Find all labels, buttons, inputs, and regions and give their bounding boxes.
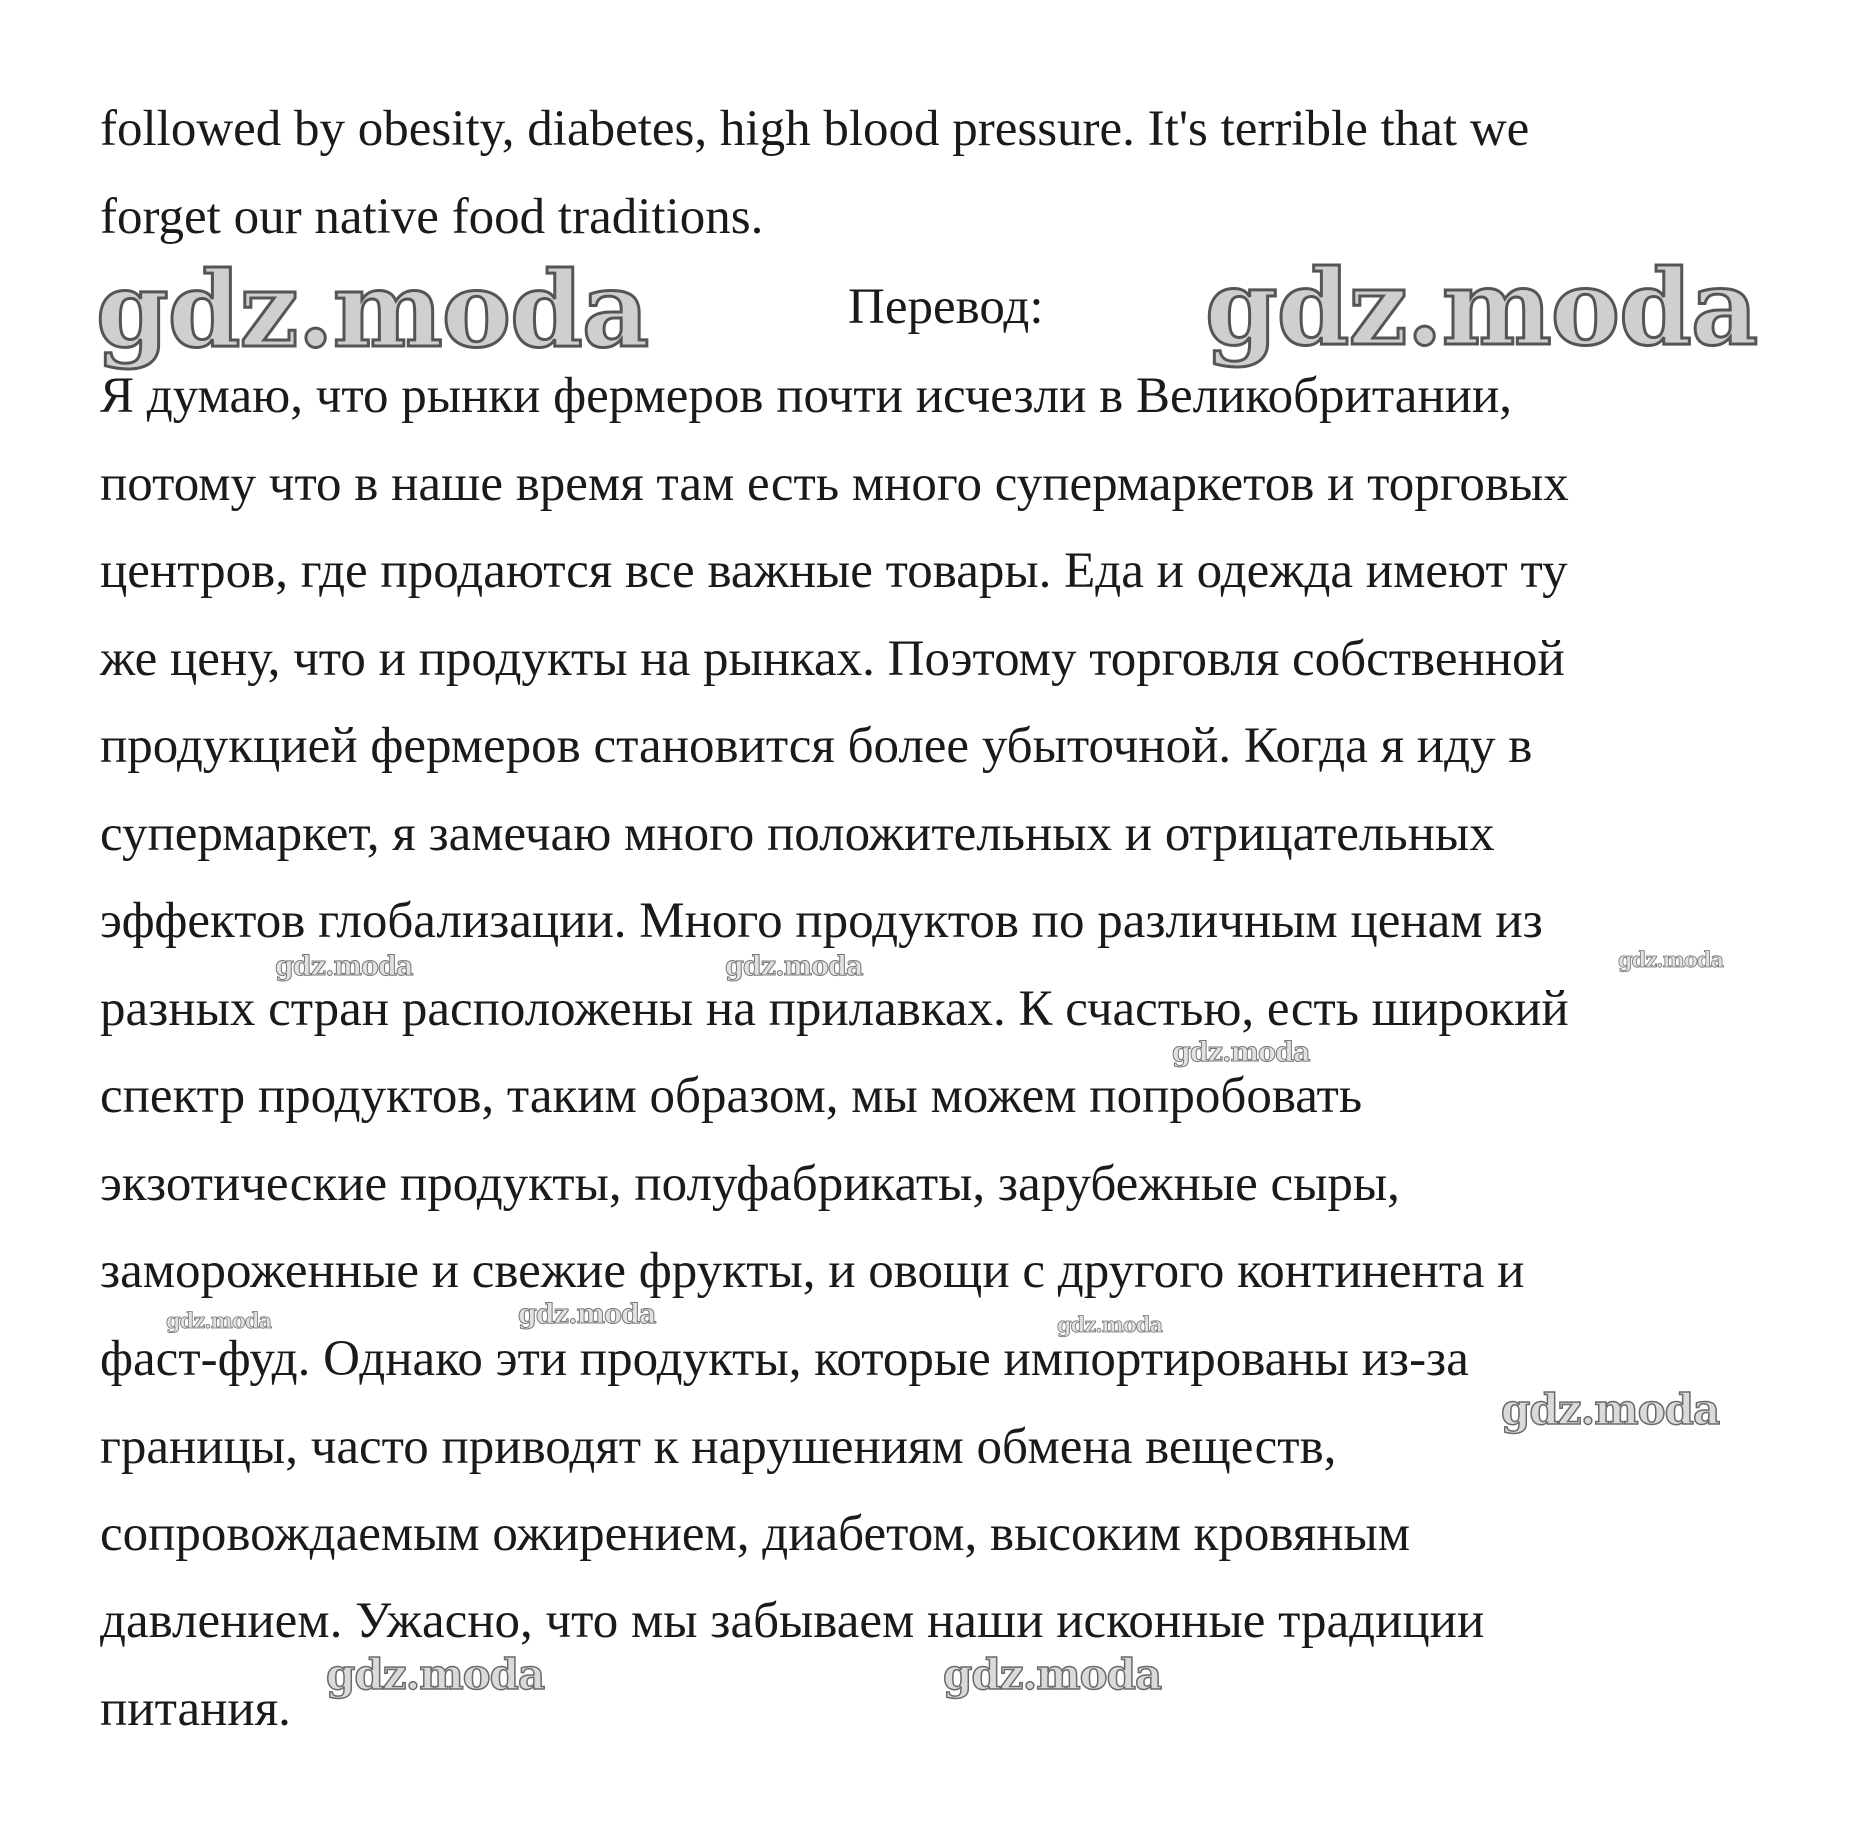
watermark: gdz.moda	[96, 248, 649, 371]
watermark: gdz.moda	[518, 1299, 656, 1330]
english-line: forget our native food traditions.	[100, 189, 764, 245]
translation-line: давлением. Ужасно, что мы забываем наши исконные традиции	[100, 1593, 1485, 1649]
translation-line: центров, где продаются все важные товары. Еда и одежда имеют ту	[100, 543, 1568, 599]
watermark: gdz.moda	[1057, 1312, 1163, 1337]
translation-line: Я думаю, что рынки фермеров почти исчезли в Великобритании,	[100, 368, 1512, 424]
translation-line: сопровождаемым ожирением, диабетом, высоким кровяным	[100, 1506, 1411, 1562]
translation-line: разных стран расположены на прилавках. К счастью, есть широкий	[100, 981, 1569, 1037]
watermark: gdz.moda	[1172, 1037, 1310, 1068]
watermark: gdz.moda	[943, 1650, 1162, 1699]
watermark: gdz.moda	[1618, 947, 1724, 972]
watermark: gdz.moda	[725, 951, 863, 982]
translation-line: фаст-фуд. Однако эти продукты, которые импортированы из-за	[100, 1331, 1469, 1387]
watermark: gdz.moda	[275, 951, 413, 982]
translation-line: эффектов глобализации. Много продуктов по различным ценам из	[100, 893, 1543, 949]
translation-line: замороженные и свежие фрукты, и овощи с другого континента и	[100, 1243, 1525, 1299]
translation-line: экзотические продукты, полуфабрикаты, зарубежные сыры,	[100, 1156, 1400, 1212]
translation-line: продукцией фермеров становится более убыточной. Когда я иду в	[100, 718, 1533, 774]
translation-line: же цену, что и продукты на рынках. Поэтому торговля собственной	[100, 631, 1565, 687]
translation-line: питания.	[100, 1681, 291, 1737]
translation-line: потому что в наше время там есть много супермаркетов и торговых	[100, 456, 1569, 512]
watermark: gdz.moda	[1501, 1385, 1720, 1434]
translation-line: границы, часто приводят к нарушениям обмена веществ,	[100, 1419, 1337, 1475]
translation-line: спектр продуктов, таким образом, мы можем попробовать	[100, 1068, 1363, 1124]
watermark: gdz.moda	[166, 1308, 272, 1333]
watermark: gdz.moda	[326, 1650, 545, 1699]
english-line: followed by obesity, diabetes, high blood pressure. It's terrible that we	[100, 101, 1530, 157]
translation-line: супермаркет, я замечаю много положительных и отрицательных	[100, 806, 1495, 862]
watermark: gdz.moda	[1205, 246, 1758, 369]
translation-heading: Перевод:	[848, 279, 1044, 335]
